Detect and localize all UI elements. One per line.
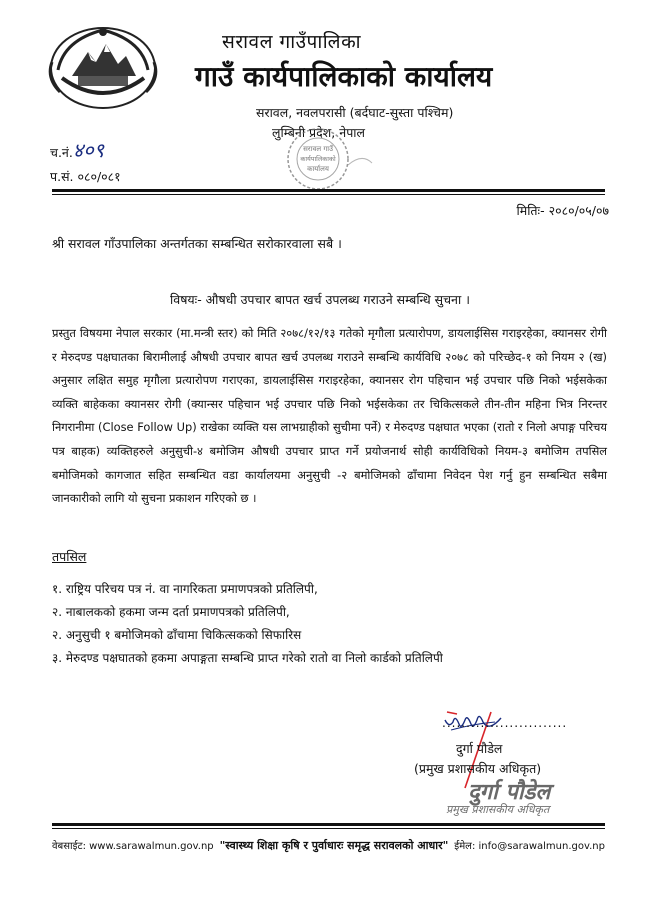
fiscal-year: प.सं. ०८०/०८१ [50,169,121,184]
name-stamp: दुर्गा पौडेल [468,780,551,805]
signer-title: (प्रमुख प्रशासकीय अधिकृत) [414,761,542,776]
list-heading: तपसिल [52,549,87,564]
footer-slogan: "स्वास्थ्य शिक्षा कृषि र पुर्वाधारः समृद्ध सरावलको आधार" [219,839,449,852]
footer-divider-thin [52,828,605,829]
list-item: १. राष्ट्रिय परिचय पत्र नं. वा नागरिकता प्रमाणपत्रको प्रतिलिपी, [52,582,318,596]
addressee: श्री सरावल गाँउपालिका अन्तर्गतका सम्बन्धित सरोकारवाला सबै । [52,236,342,251]
footer-email[interactable]: ईमेल: info@sarawalmun.gov.np [454,841,605,852]
list-item: २. नाबालकको हकमा जन्म दर्ता प्रमाणपत्रको प्रतिलिपी, [52,605,290,619]
nepal-government-emblem [44,18,162,114]
signature-dots: .......................... [442,716,568,730]
reference-block [50,138,121,189]
signer-name: दुर्गा पौडेल [456,741,503,756]
notice-body: प्रस्तुत विषयमा नेपाल सरकार (मा.मन्त्री स्तर) को मिति २०७८/१२/१३ गतेको मृगौला प्रत्यारोपण, डायलाईसिस गराइरहेका, क्यानसर रोगी र मेरुदण्ड पक्षघातका बिरामीलाई औषधी उपचार बापत खर्च उपलब्ध गराउने सम्बन्धि कार्यविधि २०७८ को परिच्छेद-१ को नियम २ (ख) अनुसार लक्षित समुह मृगौला प्रत्यारोपण गराएका, डायलाईसिस गराइरहेका, क्यानसर रोग पहिचान भई उपचार पछि निको भईसकेका व्यक्ति बाहेकका क्यानसर रोगी (क्यान्सर पहिचान भई उपचार पछि निको भईसकेका तर चिकित्सकले तीन-तीन महिना भित्र निरन्तर निगरानीमा (Close Follow Up) राखेका व्यक्ति यस लाभग्राहीको सुचीमा पर्ने) र मेरुदण्ड पक्षघात भएका (रातो र निलो अपाङ्ग परिचय पत्र बाहक) व्यक्तिहरुले अनुसुची-४ बमोजिम औषधी उपचार प्राप्त गर्ने प्रयोजनार्थ सोही कार्यविधिको नियम-३ बमोजिम तपसिल बमोजिमको कागजात सहित सम्बन्धित वडा कार्यालयमा अनुसुची -२ बमोजिमको ढाँचामा निवेदन पेश गर्नु हुन सम्बन्धित सबैमा जानकारीको लागि यो सुचना प्रकाशन गरिएको छ । [52,326,607,506]
footer-website[interactable]: वेबसाईट: www.sarawalmun.gov.np [52,841,214,852]
title-stamp: प्रमुख प्रशासकीय अधिकृत [446,803,550,816]
list-item: २. अनुसुची १ बमोजिमको ढाँचामा चिकित्सकको सिफारिस [52,628,302,642]
footer-divider [52,823,605,826]
subject-line: विषयः- औषधी उपचार बापत खर्च उपलब्ध गराउने सम्बन्धि सुचना । [170,292,470,307]
municipality-name: सरावल गाउँपालिका [222,31,362,53]
letter-date: मितिः- २०८०/०५/०७ [516,203,609,218]
letter-number [50,138,121,165]
seal-text-line-1: सरावल गाउँ [303,145,333,153]
address-line-2: लुम्बिनी प्रदेश, नेपाल [272,125,366,140]
address-line-1: सरावल, नवलपरासी (बर्दघाट-सुस्ता पश्चिम) [256,105,454,120]
document-list [52,578,443,670]
seal-text-line-2: कार्यपालिकाको [300,155,336,163]
office-seal-stamp [276,125,376,195]
letter-number-value: ४०९ [72,138,105,162]
footer [52,838,605,853]
header-divider [52,189,605,192]
list-item: ३. मेरुदण्ड पक्षघातको हकमा अपाङ्गता सम्बन्धि प्राप्त गरेको रातो वा निलो कार्डको प्रतिलिपी [52,651,443,665]
office-name: गाउँ कार्यपालिकाको कार्यालय [195,60,493,93]
letter-number-label: च.नं. [50,145,73,160]
header-divider-thin [52,194,605,195]
seal-text-line-3: कार्यालय [307,165,329,173]
